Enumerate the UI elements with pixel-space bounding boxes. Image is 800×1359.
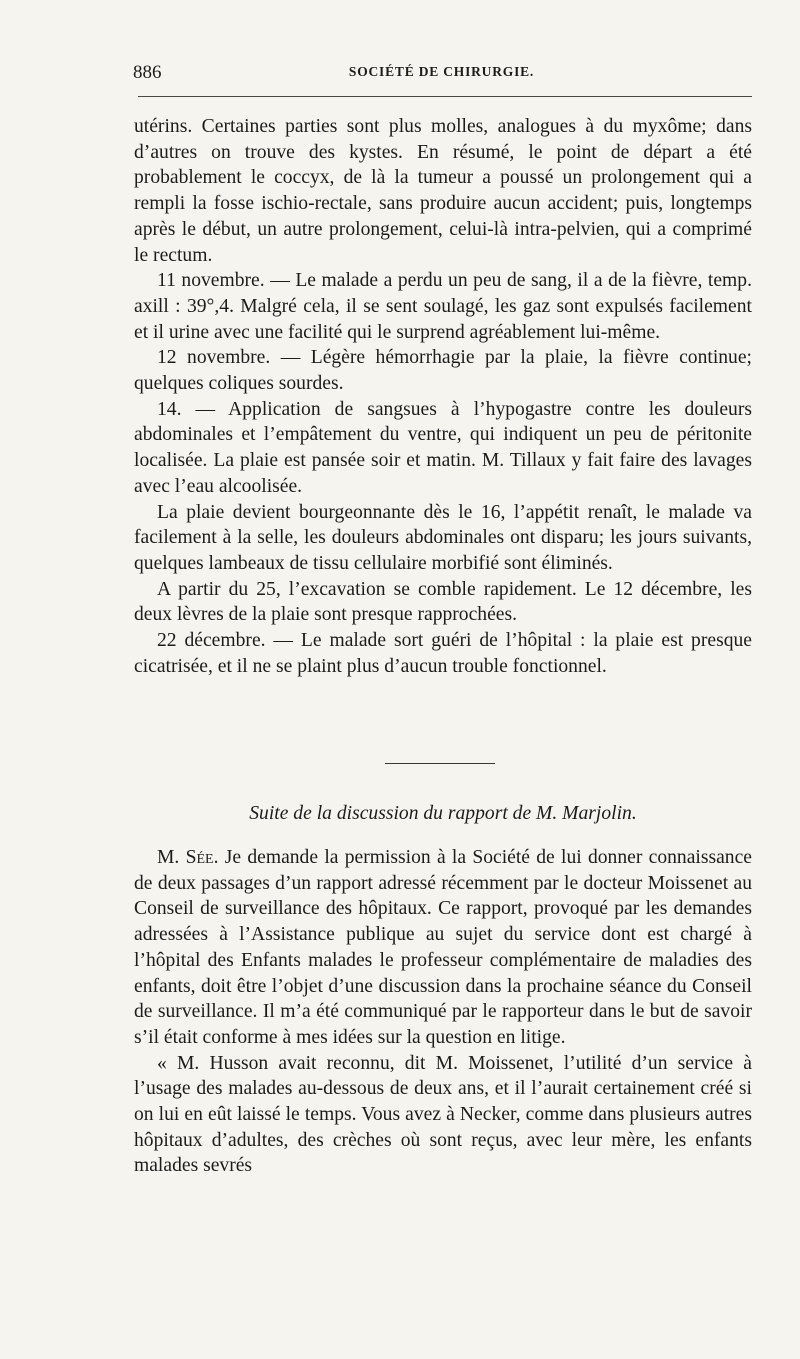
case-paragraph: A partir du 25, l’excavation se comble rapidement. Le 12 décembre, les deux lèvres de la plaie sont presque rapprochées. xyxy=(134,578,752,626)
case-paragraph: 14. — Application de sangsues à l’hypogastre contre les douleurs abdominales et l’empâtement du ventre, qui indiquent un peu de péritonite localisée. La plaie est pansée soir et matin. M. Tillaux y fait faire des lavages avec l’eau alcoolisée. xyxy=(134,398,752,497)
section-title: Suite de la discussion du rapport de M. Marjolin. xyxy=(249,803,637,824)
discussion-paragraph-text: Je demande la permission à la Société de lui donner connaissance de deux passages d’un rapport adressé récemment par le docteur Moissenet au Conseil de surveillance des hôpitaux. Ce rapport, provoqué par les demandes adressées à l’Assistance publique au sujet du service dont est chargé à l’hôpital des Enfants malades le professeur complémentaire de maladies des enfants, doit être l’objet d’une discussion dans la prochaine séance du Conseil de surveillance. Il m’a été communiqué par le rapporteur dans le but de savoir s’il était conforme à mes idées sur la question en litige. xyxy=(134,847,752,1048)
discussion-paragraph xyxy=(134,845,752,1051)
case-paragraph: 12 novembre. — Légère hémorrhagie par la plaie, la fièvre continue; quelques coliques sourdes. xyxy=(134,347,752,395)
case-paragraph: La plaie devient bourgeonnante dès le 16, l’appétit renaît, le malade va facilement à la selle, les douleurs abdominales ont disparu; les jours suivants, quelques lambeaux de tissu cellulaire morbifié sont éliminés. xyxy=(134,501,752,574)
case-report-text xyxy=(134,114,752,679)
discussion-paragraph: « M. Husson avait reconnu, dit M. Moissenet, l’utilité d’un service à l’usage des malades au-dessous de deux ans, et il l’aurait certainement créé si on lui en eût laissé le temps. Vous avez à Necker, comme dans plusieurs autres hôpitaux d’adultes, des crèches où sont reçus, avec leur mère, les enfants malades sevrés xyxy=(134,1052,752,1177)
running-head: SOCIÉTÉ DE CHIRURGIE. xyxy=(348,64,535,79)
case-paragraph: 11 novembre. — Le malade a perdu un peu de sang, il a de la fièvre, temp. axill : 39°,4. Malgré cela, il se sent soulagé, les gaz sont expulsés facilement et il urine avec une facilité qui le surprend agréablement lui-même. xyxy=(134,270,752,343)
header-rule xyxy=(138,96,752,97)
case-paragraph: utérins. Certaines parties sont plus molles, analogues à du myxôme; dans d’autres on trouve des kystes. En résumé, le point de départ a été probablement le coccyx, de là la tumeur a poussé un prolongement qui a rempli la fosse ischio-rectale, sans produire aucun accident; puis, longtemps après le début, un autre prolongement, celui-là intra-pelvien, qui a comprimé le rectum. xyxy=(134,116,752,266)
page-header xyxy=(133,58,750,88)
page-number: 886 xyxy=(133,62,162,83)
speaker-name: M. Sée. xyxy=(157,847,219,868)
discussion-text xyxy=(134,845,752,1179)
section-separator xyxy=(385,763,495,764)
case-paragraph: 22 décembre. — Le malade sort guéri de l’hôpital : la plaie est presque cicatrisée, et il ne se plaint plus d’aucun trouble fonctionnel. xyxy=(134,630,752,677)
